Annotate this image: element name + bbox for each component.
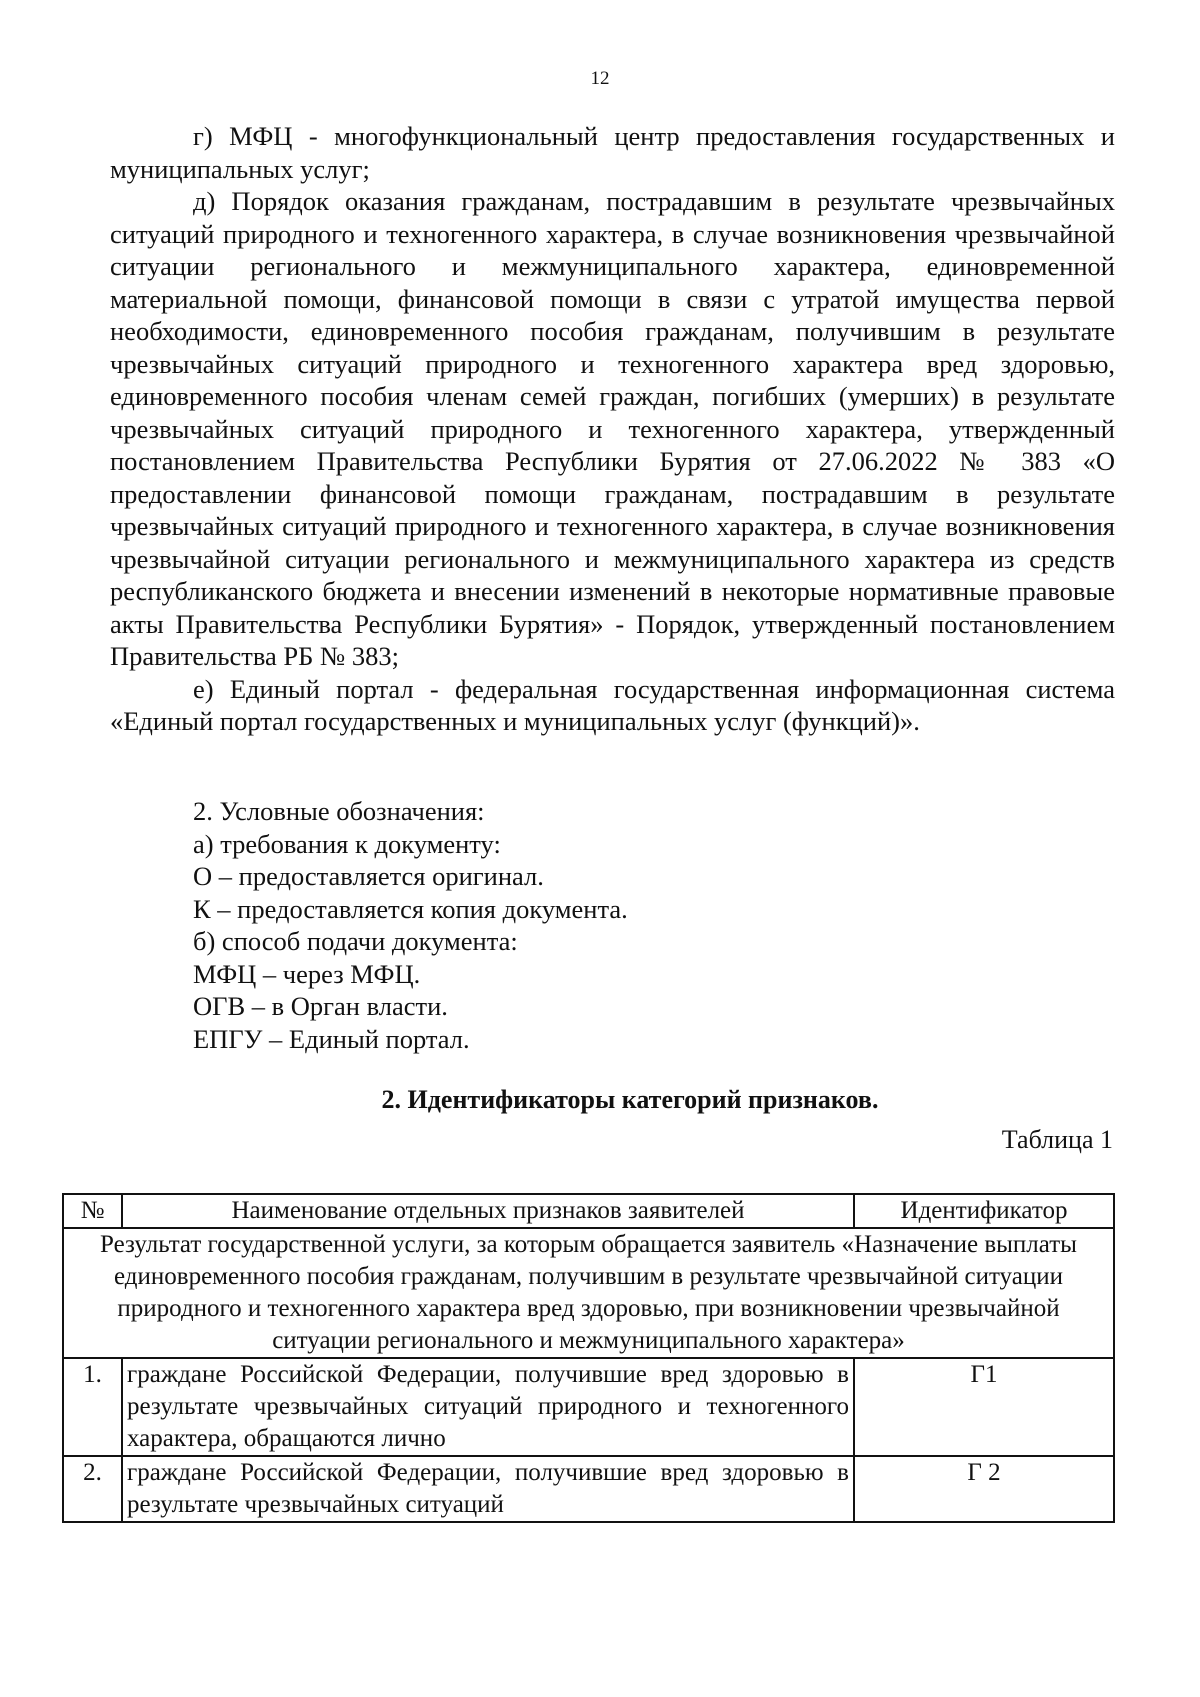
row-text: граждане Российской Федерации, получившие вред здоровью в результате чрезвычайных ситуаций природного и техногенного характера, обращаются лично [122, 1358, 854, 1456]
row-num: 1. [63, 1358, 122, 1456]
definition-unified-portal: е) Единый портал - федеральная государственная информационная система «Единый портал государственных и муниципальных услуг (функций)». [110, 673, 1115, 736]
header-num: № [63, 1194, 122, 1228]
table-caption: Таблица 1 [1001, 1125, 1113, 1154]
group-title: Результат государственной услуги, за которым обращается заявитель «Назначение выплаты единовременного пособия гражданам, получившим в результате чрезвычайной ситуации природного и техногенного характера вред здоровью, при возникновении чрезвычайной ситуации регионального и межмуниципального характера» [63, 1228, 1114, 1358]
legend-title: 2. Условные обозначения: [193, 796, 485, 826]
definitions-block [110, 120, 1115, 738]
identifiers-table [62, 1193, 1115, 1523]
table-row [63, 1456, 1114, 1522]
row-identifier: Г1 [854, 1358, 1114, 1456]
row-text: граждане Российской Федерации, получившие вред здоровью в результате чрезвычайных ситуаций [122, 1456, 854, 1522]
legend-item: ОГВ – в Орган власти. [193, 991, 448, 1021]
row-identifier: Г 2 [854, 1456, 1114, 1522]
legend-item: а) требования к документу: [193, 828, 501, 859]
legend-item: К – предоставляется копия документа. [193, 893, 628, 924]
legend-item: О – предоставляется оригинал. [193, 861, 544, 891]
row-num: 2. [63, 1456, 122, 1522]
legend-item: МФЦ – через МФЦ. [193, 958, 421, 989]
section-heading: 2. Идентификаторы категорий признаков. [381, 1085, 879, 1114]
header-identifier: Идентификатор [854, 1194, 1114, 1228]
table-row [63, 1358, 1114, 1456]
legend-item: ЕПГУ – Единый портал. [193, 1023, 470, 1054]
page-number: 12 [590, 68, 610, 89]
legend-block [193, 795, 628, 1055]
header-name: Наименование отдельных признаков заявителей [122, 1194, 854, 1228]
legend-item: б) способ подачи документа: [193, 926, 518, 956]
table-header-row [63, 1194, 1114, 1228]
table-group-row [63, 1228, 1114, 1358]
definition-mfc: г) МФЦ - многофункциональный центр предоставления государственных и муниципальных услуг; [110, 121, 1115, 184]
definition-procedure: д) Порядок оказания гражданам, пострадавшим в результате чрезвычайных ситуаций природного и техногенного характера, в случае возникновения чрезвычайной ситуации регионального и межмуниципального характера, единовременной материальной помощи, финансовой помощи в связи с утратой имущества первой необходимости, единовременного пособия гражданам, получившим в результате чрезвычайных ситуаций природного и техногенного характера вред здоровью, единовременного пособия членам семей граждан, погибших (умерших) в результате чрезвычайных ситуаций природного и техногенного характера, утвержденный постановлением Правительства Республики Бурятия от 27.06.2022 № 383 «О предоставлении финансовой помощи гражданам, пострадавшим в результате чрезвычайных ситуаций природного и техногенного характера, в случае возникновения чрезвычайной ситуации регионального и межмуниципального характера из средств республиканского бюджета и внесении изменений в некоторые нормативные правовые акты Правительства Республики Бурятия» - Порядок, утвержденный постановлением Правительства РБ № 383; [110, 186, 1115, 671]
